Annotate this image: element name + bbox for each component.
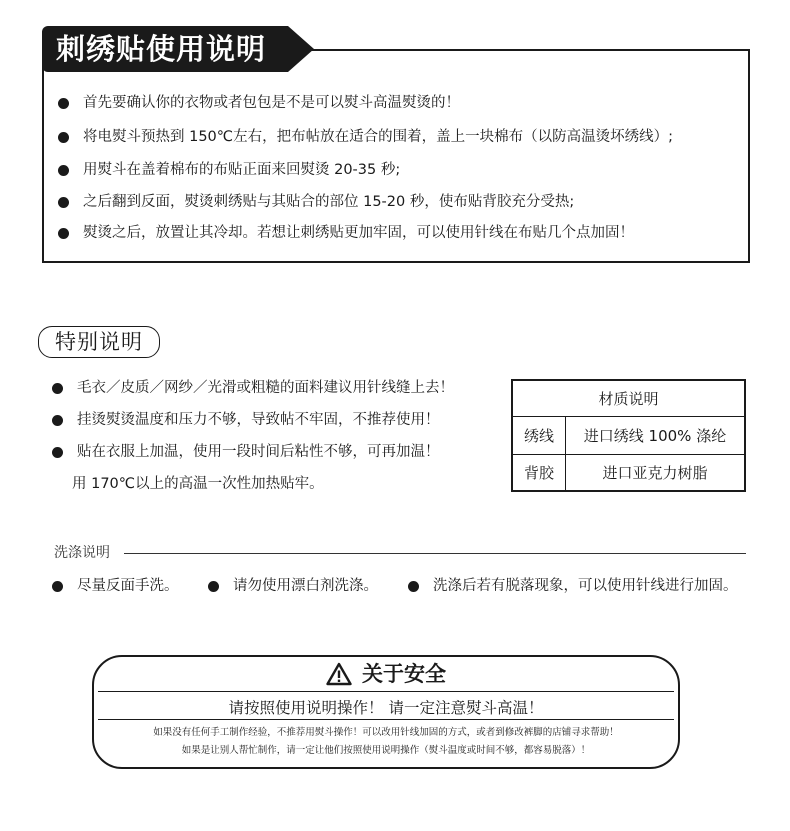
safety-title: 关于安全 — [92, 660, 680, 688]
material-table-header: 材质说明 — [513, 381, 744, 417]
material-table-row — [513, 455, 744, 490]
usage-step: 用熨斗在盖着棉布的布贴正面来回熨烫 20-35 秒; — [58, 160, 400, 180]
material-key: 绣线 — [513, 417, 566, 454]
bullet-icon — [58, 197, 69, 208]
usage-title: 刺绣贴使用说明 — [56, 32, 267, 66]
special-note: 贴在衣服上加温，使用一段时间后粘性不够，可再加温！ — [52, 442, 440, 462]
safety-divider — [98, 691, 674, 692]
material-table-row — [513, 417, 744, 455]
bullet-icon — [408, 581, 419, 592]
bullet-icon — [58, 165, 69, 176]
safety-divider — [98, 719, 674, 720]
special-note-continuation: 用 170℃以上的高温一次性加热贴牢。 — [72, 476, 324, 492]
material-value: 进口亚克力树脂 — [602, 464, 708, 482]
safety-detail: 如果是让别人帮忙制作，请一定让他们按照使用说明操作（熨斗温度或时间不够，都容易脱落）！ — [181, 745, 591, 756]
washing-divider — [124, 553, 746, 554]
special-note: 挂烫熨烫温度和压力不够，导致帖不牢固，不推荐使用！ — [52, 410, 440, 430]
bullet-icon — [52, 415, 63, 426]
bullet-icon — [58, 132, 69, 143]
washing-item: 请勿使用漂白剂洗涤。 — [208, 576, 378, 596]
warning-icon — [326, 662, 352, 686]
usage-step: 首先要确认你的衣物或者包包是不是可以熨斗高温熨烫的！ — [58, 93, 460, 113]
bullet-icon — [52, 581, 63, 592]
usage-step: 之后翻到反面，熨烫刺绣贴与其贴合的部位 15-20 秒，使布贴背胶充分受热; — [58, 192, 574, 212]
usage-step: 熨烫之后，放置让其冷却。若想让刺绣贴更加牢固，可以使用针线在布贴几个点加固！ — [58, 223, 634, 243]
safety-detail: 如果没有任何手工制作经验，不推荐用熨斗操作！可以改用针线加固的方式，或者到修改裤脚的店铺寻求帮助！ — [153, 727, 619, 738]
bullet-icon — [52, 383, 63, 394]
bullet-icon — [208, 581, 219, 592]
usage-step: 将电熨斗预热到 150℃左右，把布帖放在适合的围着，盖上一块棉布（以防高温烫坏绣线）; — [58, 127, 673, 147]
washing-title: 洗涤说明 — [54, 545, 110, 561]
bullet-icon — [58, 228, 69, 239]
material-value: 进口绣线 100% 涤纶 — [583, 427, 727, 445]
washing-item: 尽量反面手洗。 — [52, 576, 179, 596]
special-note: 毛衣／皮质／网纱／光滑或粗糙的面料建议用针线缝上去！ — [52, 378, 454, 398]
bullet-icon — [58, 98, 69, 109]
washing-item: 洗涤后若有脱落现象，可以使用针线进行加固。 — [408, 576, 738, 596]
material-key: 背胶 — [513, 455, 566, 490]
safety-subtitle: 请按照使用说明操作！ 请一定注意熨斗高温！ — [228, 699, 544, 717]
special-notes-title: 特别说明 — [38, 326, 160, 358]
material-table — [511, 379, 746, 492]
bullet-icon — [52, 447, 63, 458]
